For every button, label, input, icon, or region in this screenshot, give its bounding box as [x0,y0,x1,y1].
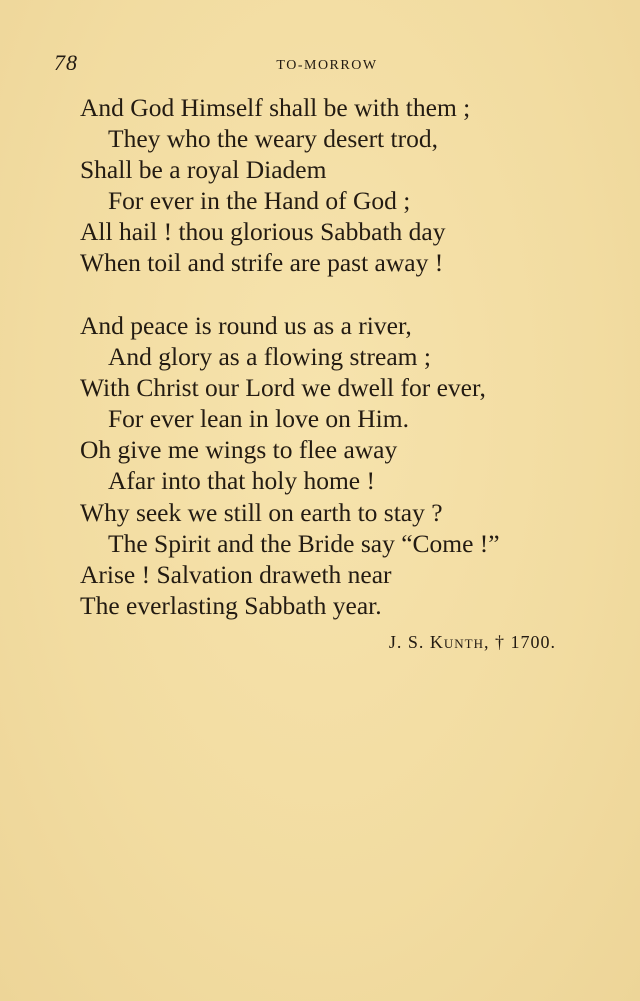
poem-line: The everlasting Sabbath year. [80,590,382,620]
running-head: TO-MORROW [276,58,378,73]
stanza-2 [80,310,580,621]
poem-line: Arise ! Salvation draweth near [80,559,392,589]
poem-line: And glory as a flowing stream ; [108,342,431,372]
poem-line: With Christ our Lord we dwell for ever, [80,373,486,403]
author-surname: Kunth, [429,632,490,652]
poem-line: And God Himself shall be with them ; [80,93,471,122]
poem-line: The Spirit and the Bride say “Come !” [108,528,500,558]
poem-line: They who the weary desert trod, [108,124,438,154]
poem-line: When toil and strife are past away ! [80,248,444,278]
poem-line: For ever lean in love on Him. [108,404,409,434]
page-number: 78 [54,50,78,75]
poem-line: For ever in the Hand of God ; [108,186,411,216]
poem-line: All hail ! thou glorious Sabbath day [80,217,446,247]
author-initials: J. S. [388,632,425,652]
stanza-1 [80,92,580,279]
poem-line: Why seek we still on earth to stay ? [80,497,443,527]
author-attribution [389,632,556,653]
poem-line: Afar into that holy home ! [108,466,375,496]
poem-line: And peace is round us as a river, [80,311,412,340]
death-year: 1700. [510,632,556,652]
poem-line: Oh give me wings to flee away [80,435,398,465]
poem-line: Shall be a royal Diadem [80,155,327,185]
dagger-mark: † [495,632,505,652]
